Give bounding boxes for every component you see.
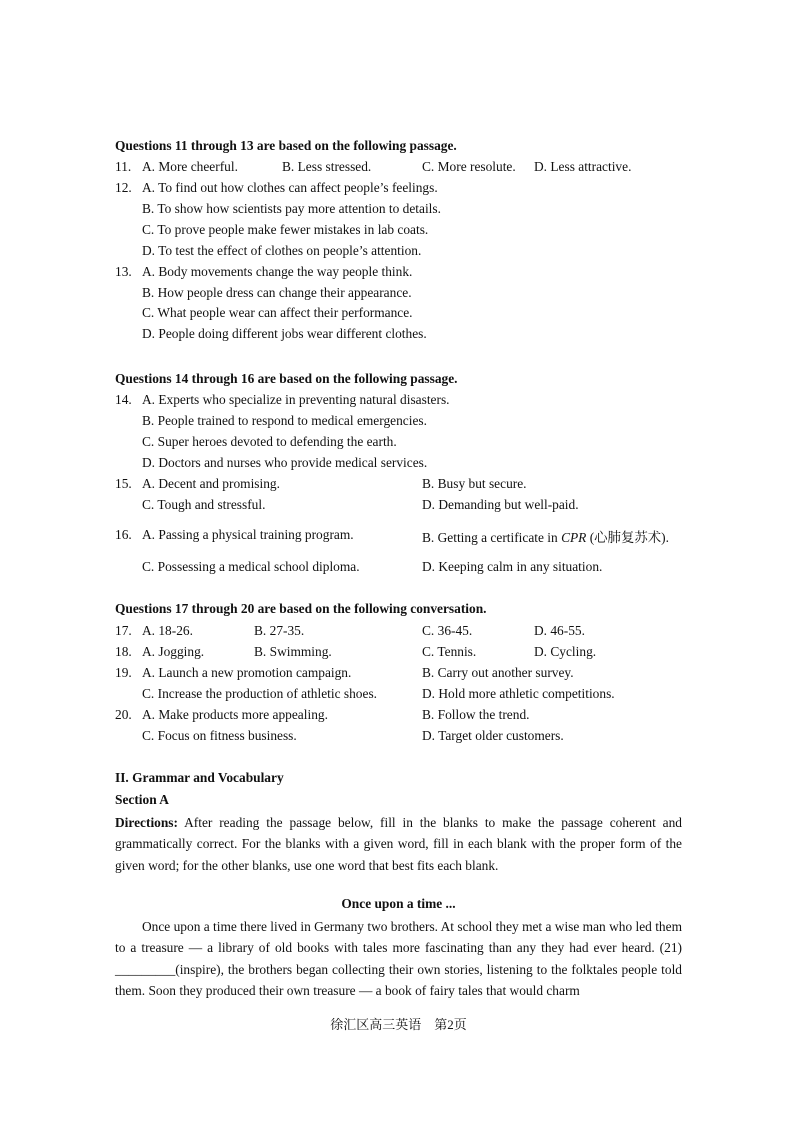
option-c: C. Tough and stressful.: [142, 497, 266, 512]
page-footer: 徐汇区高三英语 第2页: [330, 1017, 467, 1032]
option-a: A. Jogging.: [142, 644, 205, 659]
part-title: II. Grammar and Vocabulary: [115, 770, 284, 785]
option-a: A. To find out how clothes can affect people’s feelings.: [142, 180, 438, 195]
option-d: D. Keeping calm in any situation.: [422, 559, 603, 574]
option-b: [422, 527, 669, 546]
option-a: A. 18-26.: [142, 623, 193, 638]
cpr-term: CPR: [561, 530, 587, 545]
passage-title: Once upon a time ...: [341, 896, 456, 911]
option-c: C. What people wear can affect their performance.: [142, 305, 413, 320]
option-a: A. Decent and promising.: [142, 476, 280, 491]
directions-label: Directions:: [115, 815, 178, 830]
option-b: B. Follow the trend.: [422, 707, 530, 722]
option-d: D. Target older customers.: [422, 728, 564, 743]
option-a: A. More cheerful.: [142, 159, 238, 174]
question-number: 18.: [115, 644, 132, 659]
option-c: C. Increase the production of athletic shoes.: [142, 686, 378, 701]
option-a: A. Experts who specialize in preventing natural disasters.: [142, 392, 450, 407]
option-d: D. People doing different jobs wear different clothes.: [142, 326, 427, 341]
option-c: C. Focus on fitness business.: [142, 728, 297, 743]
option-c: C. 36-45.: [422, 623, 473, 638]
option-b: B. Carry out another survey.: [422, 665, 574, 680]
option-b: B. How people dress can change their appearance.: [142, 285, 412, 300]
option-b: B. 27-35.: [254, 623, 305, 638]
directions: [115, 812, 682, 876]
option-d: D. Doctors and nurses who provide medical services.: [142, 455, 428, 470]
option-c: C. Possessing a medical school diploma.: [142, 559, 360, 574]
question-number: 16.: [115, 527, 132, 542]
option-b: B. People trained to respond to medical emergencies.: [142, 413, 427, 428]
option-d: D. Demanding but well-paid.: [422, 497, 579, 512]
option-a: A. Make products more appealing.: [142, 707, 328, 722]
option-b-translation: (心肺复苏术).: [586, 530, 669, 545]
option-d: D. To test the effect of clothes on people’s attention.: [142, 243, 422, 258]
question-number: 14.: [115, 392, 132, 407]
option-a: A. Passing a physical training program.: [142, 527, 354, 542]
option-c: C. Tennis.: [422, 644, 477, 659]
option-b: B. Busy but secure.: [422, 476, 527, 491]
question-number: 20.: [115, 707, 132, 722]
option-c: C. Super heroes devoted to defending the earth.: [142, 434, 397, 449]
option-d: D. Less attractive.: [534, 159, 632, 174]
option-d: D. Cycling.: [534, 644, 597, 659]
option-b-text: B. Getting a certificate in: [422, 530, 562, 545]
question-number: 12.: [115, 180, 132, 195]
question-number: 13.: [115, 264, 132, 279]
option-d: D. 46-55.: [534, 623, 585, 638]
section-heading-q14-16: Questions 14 through 16 are based on the following passage.: [115, 371, 458, 386]
directions-text: After reading the passage below, fill in the blanks to make the passage coherent and grammatically correct. For the blanks with a given word, fill in each blank with the proper form of the given word; for the other blanks, use one word that best fits each blank.: [115, 815, 682, 873]
passage-body: Once upon a time there lived in Germany two brothers. At school they met a wise man who led them to a treasure — a library of old books with tales more fascinating than any they had ever heard. (21) _________(inspire), the brothers began collecting their own stories, listening to the folktales people told them. Soon they produced their own treasure — a book of fairy tales that would charm: [115, 919, 682, 998]
question-number: 17.: [115, 623, 132, 638]
option-d: D. Hold more athletic competitions.: [422, 686, 615, 701]
option-b: B. To show how scientists pay more attention to details.: [142, 201, 441, 216]
option-c: C. To prove people make fewer mistakes in lab coats.: [142, 222, 429, 237]
section-heading-q17-20: Questions 17 through 20 are based on the following conversation.: [115, 601, 487, 616]
section-subtitle: Section A: [115, 792, 169, 807]
question-number: 19.: [115, 665, 132, 680]
option-a: A. Launch a new promotion campaign.: [142, 665, 352, 680]
section-heading-q11-13: Questions 11 through 13 are based on the following passage.: [115, 138, 457, 153]
option-a: A. Body movements change the way people think.: [142, 264, 413, 279]
question-number: 11.: [115, 159, 132, 174]
option-b: B. Swimming.: [254, 644, 332, 659]
option-c: C. More resolute.: [422, 159, 516, 174]
question-number: 15.: [115, 476, 132, 491]
option-b: B. Less stressed.: [282, 159, 372, 174]
